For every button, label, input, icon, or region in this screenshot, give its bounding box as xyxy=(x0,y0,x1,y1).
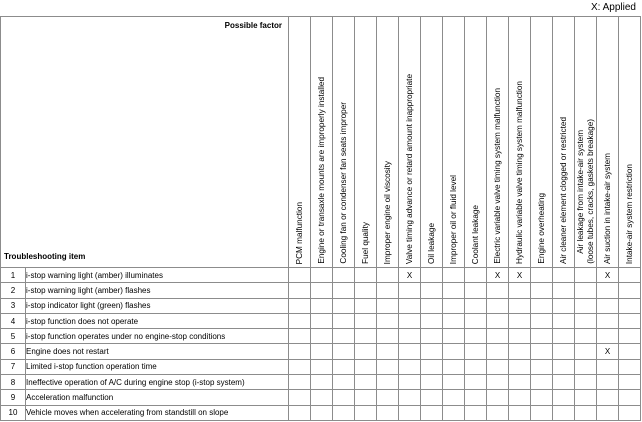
applied-mark-cell xyxy=(355,405,377,420)
applied-mark-cell xyxy=(597,313,619,328)
troubleshooting-item: Limited i-stop function operation time xyxy=(26,359,289,374)
applied-mark-cell xyxy=(355,375,377,390)
factor-header-2 xyxy=(311,17,333,268)
applied-mark-cell xyxy=(553,359,575,374)
troubleshooting-item: i-stop function does not operate xyxy=(26,313,289,328)
table-row xyxy=(1,298,641,313)
applied-mark-cell xyxy=(289,329,311,344)
table-row xyxy=(1,268,641,283)
factor-label: Engine or transaxle mounts are improperly installed xyxy=(316,77,326,264)
factor-label: Air suction in intake-air system xyxy=(602,152,612,264)
applied-mark-cell xyxy=(289,405,311,420)
applied-mark-cell xyxy=(509,298,531,313)
applied-mark-cell xyxy=(487,375,509,390)
applied-mark-cell xyxy=(421,405,443,420)
applied-mark-cell xyxy=(355,313,377,328)
row-number: 4 xyxy=(1,313,26,328)
table-row xyxy=(1,375,641,390)
applied-mark-cell xyxy=(619,268,641,283)
applied-mark-cell xyxy=(399,329,421,344)
applied-mark-cell xyxy=(311,268,333,283)
factor-header-15 xyxy=(597,17,619,268)
applied-mark-cell xyxy=(509,359,531,374)
applied-mark-cell xyxy=(399,298,421,313)
applied-mark-cell xyxy=(487,329,509,344)
factor-header-1 xyxy=(289,17,311,268)
applied-mark-cell xyxy=(421,268,443,283)
applied-mark-cell xyxy=(465,298,487,313)
applied-mark-cell xyxy=(333,405,355,420)
factor-header-9 xyxy=(465,17,487,268)
applied-mark-cell xyxy=(619,405,641,420)
row-number: 8 xyxy=(1,375,26,390)
applied-mark-cell xyxy=(377,405,399,420)
applied-mark-cell xyxy=(311,283,333,298)
applied-mark-cell: X xyxy=(509,268,531,283)
applied-mark-cell: X xyxy=(399,268,421,283)
applied-mark-cell xyxy=(487,359,509,374)
applied-mark-cell xyxy=(575,283,597,298)
factor-header-14 xyxy=(575,17,597,268)
troubleshooting-item: i-stop warning light (amber) illuminates xyxy=(26,268,289,283)
factor-label: PCM malfunction xyxy=(294,201,304,264)
applied-mark-cell xyxy=(377,344,399,359)
factor-label: Oil leakage xyxy=(426,223,436,264)
table-row xyxy=(1,390,641,405)
applied-mark-cell xyxy=(619,298,641,313)
applied-mark-cell xyxy=(377,283,399,298)
troubleshooting-item: Vehicle moves when accelerating from standstill on slope xyxy=(26,405,289,420)
applied-mark-cell xyxy=(443,298,465,313)
applied-mark-cell xyxy=(421,329,443,344)
applied-mark-cell xyxy=(597,298,619,313)
factor-header-3 xyxy=(333,17,355,268)
applied-mark-cell xyxy=(619,359,641,374)
applied-mark-cell xyxy=(289,268,311,283)
applied-mark-cell xyxy=(443,268,465,283)
row-number: 2 xyxy=(1,283,26,298)
applied-mark-cell xyxy=(311,329,333,344)
table-row xyxy=(1,405,641,420)
applied-mark-cell xyxy=(509,405,531,420)
applied-mark-cell xyxy=(575,313,597,328)
applied-mark-cell xyxy=(597,329,619,344)
applied-mark-cell xyxy=(487,344,509,359)
applied-mark-cell xyxy=(421,344,443,359)
applied-mark-cell xyxy=(509,375,531,390)
applied-mark-cell xyxy=(487,405,509,420)
applied-mark-cell xyxy=(289,298,311,313)
applied-mark-cell xyxy=(531,313,553,328)
applied-mark-cell xyxy=(465,329,487,344)
applied-mark-cell xyxy=(421,313,443,328)
applied-mark-cell xyxy=(597,375,619,390)
applied-mark-cell xyxy=(377,359,399,374)
applied-mark-cell xyxy=(531,283,553,298)
applied-mark-cell xyxy=(553,298,575,313)
applied-mark-cell xyxy=(509,313,531,328)
applied-mark-cell xyxy=(399,375,421,390)
row-number: 6 xyxy=(1,344,26,359)
applied-mark-cell xyxy=(443,344,465,359)
factor-header-4 xyxy=(355,17,377,268)
row-number: 9 xyxy=(1,390,26,405)
factor-header-6 xyxy=(399,17,421,268)
applied-mark-cell xyxy=(619,283,641,298)
applied-mark-cell xyxy=(355,298,377,313)
table-row xyxy=(1,344,641,359)
troubleshooting-item: Engine does not restart xyxy=(26,344,289,359)
row-number: 5 xyxy=(1,329,26,344)
troubleshooting-item: i-stop warning light (amber) flashes xyxy=(26,283,289,298)
applied-mark-cell xyxy=(597,283,619,298)
applied-mark-cell xyxy=(553,375,575,390)
factor-header-7 xyxy=(421,17,443,268)
applied-mark-cell xyxy=(487,313,509,328)
table-row xyxy=(1,359,641,374)
applied-mark-cell xyxy=(619,313,641,328)
applied-mark-cell xyxy=(443,329,465,344)
table-row xyxy=(1,329,641,344)
applied-mark-cell xyxy=(465,268,487,283)
applied-mark-cell xyxy=(619,390,641,405)
applied-mark-cell xyxy=(553,329,575,344)
applied-mark-cell xyxy=(355,268,377,283)
factor-label: Hydraulic variable valve timing system malfunction xyxy=(514,81,524,264)
troubleshooting-item: Acceleration malfunction xyxy=(26,390,289,405)
applied-mark-cell xyxy=(311,375,333,390)
applied-mark-cell xyxy=(575,298,597,313)
applied-mark-cell xyxy=(487,390,509,405)
applied-mark-cell xyxy=(289,359,311,374)
applied-mark-cell xyxy=(311,298,333,313)
factor-header-16 xyxy=(619,17,641,268)
applied-mark-cell xyxy=(421,390,443,405)
applied-mark-cell xyxy=(553,313,575,328)
applied-mark-cell xyxy=(531,298,553,313)
applied-mark-cell xyxy=(355,329,377,344)
applied-mark-cell xyxy=(289,390,311,405)
factor-label: Cooling fan or condenser fan seats improper xyxy=(338,102,348,264)
applied-mark-cell xyxy=(399,283,421,298)
header-corner-cell xyxy=(1,17,289,268)
applied-mark-cell xyxy=(619,329,641,344)
applied-mark-cell xyxy=(619,375,641,390)
applied-mark-cell xyxy=(377,375,399,390)
applied-mark-cell xyxy=(465,390,487,405)
factor-header-5 xyxy=(377,17,399,268)
applied-mark-cell xyxy=(443,405,465,420)
factor-label: Engine overheating xyxy=(536,193,546,264)
factor-label: Improper engine oil viscosity xyxy=(382,160,392,264)
applied-mark-cell xyxy=(355,359,377,374)
applied-mark-cell xyxy=(443,359,465,374)
factor-label: Air cleaner element clogged or restricted xyxy=(558,117,568,264)
applied-mark-cell xyxy=(377,268,399,283)
applied-mark-cell xyxy=(575,390,597,405)
applied-mark-cell xyxy=(377,329,399,344)
applied-mark-cell xyxy=(531,390,553,405)
applied-mark-cell xyxy=(421,298,443,313)
applied-mark-cell xyxy=(465,375,487,390)
applied-mark-cell xyxy=(289,283,311,298)
factor-header-13 xyxy=(553,17,575,268)
applied-mark-cell xyxy=(399,390,421,405)
applied-mark-cell xyxy=(333,390,355,405)
applied-mark-cell xyxy=(421,375,443,390)
applied-mark-cell xyxy=(443,283,465,298)
table-row xyxy=(1,313,641,328)
applied-mark-cell xyxy=(509,329,531,344)
troubleshooting-item: i-stop function operates under no engine-stop conditions xyxy=(26,329,289,344)
applied-mark-cell xyxy=(575,405,597,420)
troubleshooting-item: i-stop indicator light (green) flashes xyxy=(26,298,289,313)
row-number: 3 xyxy=(1,298,26,313)
applied-mark-cell xyxy=(289,344,311,359)
applied-mark-cell: X xyxy=(597,344,619,359)
applied-mark-cell xyxy=(465,359,487,374)
applied-mark-cell xyxy=(487,298,509,313)
applied-mark-cell xyxy=(553,268,575,283)
applied-mark-cell xyxy=(531,268,553,283)
applied-mark-cell xyxy=(509,283,531,298)
applied-mark-cell xyxy=(597,390,619,405)
applied-mark-cell xyxy=(443,390,465,405)
row-number: 7 xyxy=(1,359,26,374)
applied-mark-cell xyxy=(311,313,333,328)
applied-mark-cell xyxy=(399,405,421,420)
factor-label: Electric variable valve timing system malfunction xyxy=(492,88,502,264)
applied-mark-cell xyxy=(619,344,641,359)
legend-text: X: Applied xyxy=(590,2,636,13)
applied-mark-cell xyxy=(333,283,355,298)
applied-mark-cell xyxy=(465,344,487,359)
applied-mark-cell xyxy=(399,344,421,359)
applied-mark-cell xyxy=(443,375,465,390)
applied-mark-cell xyxy=(377,298,399,313)
applied-mark-cell xyxy=(289,375,311,390)
applied-mark-cell xyxy=(311,344,333,359)
applied-mark-cell xyxy=(289,313,311,328)
applied-mark-cell xyxy=(597,359,619,374)
applied-mark-cell xyxy=(333,268,355,283)
applied-mark-cell xyxy=(509,390,531,405)
applied-mark-cell xyxy=(377,313,399,328)
applied-mark-cell xyxy=(531,359,553,374)
applied-mark-cell xyxy=(311,405,333,420)
applied-mark-cell xyxy=(443,313,465,328)
applied-mark-cell xyxy=(333,329,355,344)
applied-mark-cell xyxy=(553,405,575,420)
factor-label: Improper oil or fluid level xyxy=(448,174,458,264)
applied-mark-cell xyxy=(531,375,553,390)
applied-mark-cell xyxy=(377,390,399,405)
applied-mark-cell xyxy=(333,313,355,328)
applied-mark-cell xyxy=(311,359,333,374)
applied-mark-cell xyxy=(355,283,377,298)
applied-mark-cell: X xyxy=(597,268,619,283)
applied-mark-cell xyxy=(575,268,597,283)
troubleshooting-item: Ineffective operation of A/C during engine stop (i-stop system) xyxy=(26,375,289,390)
applied-mark-cell xyxy=(355,344,377,359)
applied-mark-cell xyxy=(553,283,575,298)
applied-mark-cell xyxy=(399,313,421,328)
applied-mark-cell xyxy=(553,344,575,359)
applied-mark-cell xyxy=(531,405,553,420)
applied-mark-cell xyxy=(575,329,597,344)
applied-mark-cell xyxy=(399,359,421,374)
possible-factor-label: Possible factor xyxy=(224,21,282,30)
applied-mark-cell xyxy=(333,344,355,359)
applied-mark-cell: X xyxy=(487,268,509,283)
applied-mark-cell xyxy=(575,359,597,374)
applied-mark-cell xyxy=(421,359,443,374)
applied-mark-cell xyxy=(311,390,333,405)
troubleshooting-table xyxy=(0,16,641,421)
factor-label: Intake-air system restriction xyxy=(624,163,634,264)
table-body xyxy=(1,268,641,421)
factor-label: Coolant leakage xyxy=(470,204,480,264)
troubleshooting-item-label: Troubleshooting item xyxy=(4,252,86,261)
applied-mark-cell xyxy=(333,359,355,374)
factor-label: Air leakage from intake-air system (loose tubes, cracks, gaskets breakage) xyxy=(575,119,595,264)
factor-header-8 xyxy=(443,17,465,268)
table-row xyxy=(1,283,641,298)
applied-mark-cell xyxy=(553,390,575,405)
applied-mark-cell xyxy=(465,283,487,298)
applied-mark-cell xyxy=(575,375,597,390)
applied-mark-cell xyxy=(465,405,487,420)
factor-label: Valve timing advance or retard amount inappropriate xyxy=(404,73,414,264)
factor-header-12 xyxy=(531,17,553,268)
applied-mark-cell xyxy=(355,390,377,405)
applied-mark-cell xyxy=(575,344,597,359)
applied-mark-cell xyxy=(333,298,355,313)
factor-header-10 xyxy=(487,17,509,268)
factor-header-11 xyxy=(509,17,531,268)
row-number: 10 xyxy=(1,405,26,420)
applied-mark-cell xyxy=(487,283,509,298)
applied-mark-cell xyxy=(531,344,553,359)
applied-mark-cell xyxy=(531,329,553,344)
applied-mark-cell xyxy=(465,313,487,328)
applied-mark-cell xyxy=(333,375,355,390)
applied-mark-cell xyxy=(597,405,619,420)
applied-mark-cell xyxy=(509,344,531,359)
row-number: 1 xyxy=(1,268,26,283)
header-row xyxy=(1,17,641,268)
factor-label: Fuel quality xyxy=(360,222,370,264)
applied-mark-cell xyxy=(421,283,443,298)
